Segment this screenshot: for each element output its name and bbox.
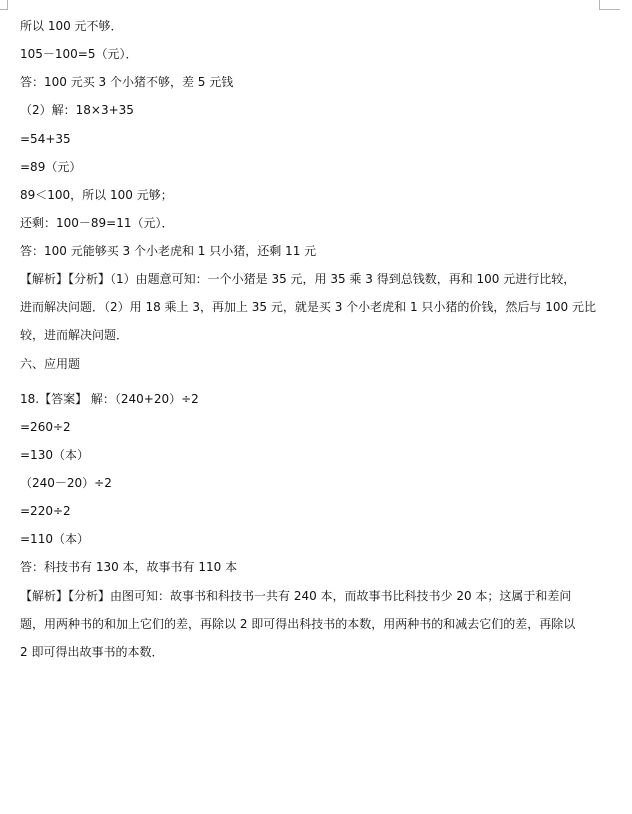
text-line: 较，进而解决问题． xyxy=(20,328,129,342)
text-line: （2）解：18×3+35 xyxy=(20,103,134,117)
text-line: 进而解决问题．（2）用 18 乘上 3，再加上 35 元，就是买 3 个小老虎和 1 只小猪的价钱，然后与 100 元比 xyxy=(20,300,596,314)
text-line: 【解析】【分析】（1）由题意可知：一个小猪是 35 元，用 35 乘 3 得到总钱数，再和 100 元进行比较， xyxy=(20,272,576,286)
text-line: =54+35 xyxy=(20,132,71,146)
text-line: 89＜100，所以 100 元够； xyxy=(20,188,173,202)
text-line: 还剩：100－89=11（元）． xyxy=(20,216,174,230)
page-corner-mark xyxy=(0,0,8,10)
text-line: =89（元） xyxy=(20,160,82,174)
text-line: 答：100 元能够买 3 个小老虎和 1 只小猪，还剩 11 元 xyxy=(20,244,317,258)
text-line: 【解析】【分析】由图可知：故事书和科技书一共有 240 本，而故事书比科技书少 20 本；这属于和差问 xyxy=(20,589,572,603)
text-line: （240－20）÷2 xyxy=(20,476,112,490)
text-line: 题，用两种书的和加上它们的差，再除以 2 即可得出科技书的本数，用两种书的和减去它们的差，再除以 xyxy=(20,617,576,631)
text-line: =260÷2 xyxy=(20,420,71,434)
text-line: =130（本） xyxy=(20,448,89,462)
text-line: 答：科技书有 130 本，故事书有 110 本 xyxy=(20,560,238,574)
text-line: 2 即可得出故事书的本数． xyxy=(20,645,164,659)
text-line: 所以 100 元不够． xyxy=(20,19,123,33)
text-line: =220÷2 xyxy=(20,504,71,518)
answer-heading: 18.【答案】 解：（240+20）÷2 xyxy=(20,392,199,406)
section-heading: 六、应用题 xyxy=(20,357,81,371)
text-line: 答：100 元买 3 个小猪不够，差 5 元钱 xyxy=(20,75,234,89)
text-line: 105－100=5（元）． xyxy=(20,47,138,61)
text-line: =110（本） xyxy=(20,532,89,546)
page-corner-mark xyxy=(599,0,620,10)
